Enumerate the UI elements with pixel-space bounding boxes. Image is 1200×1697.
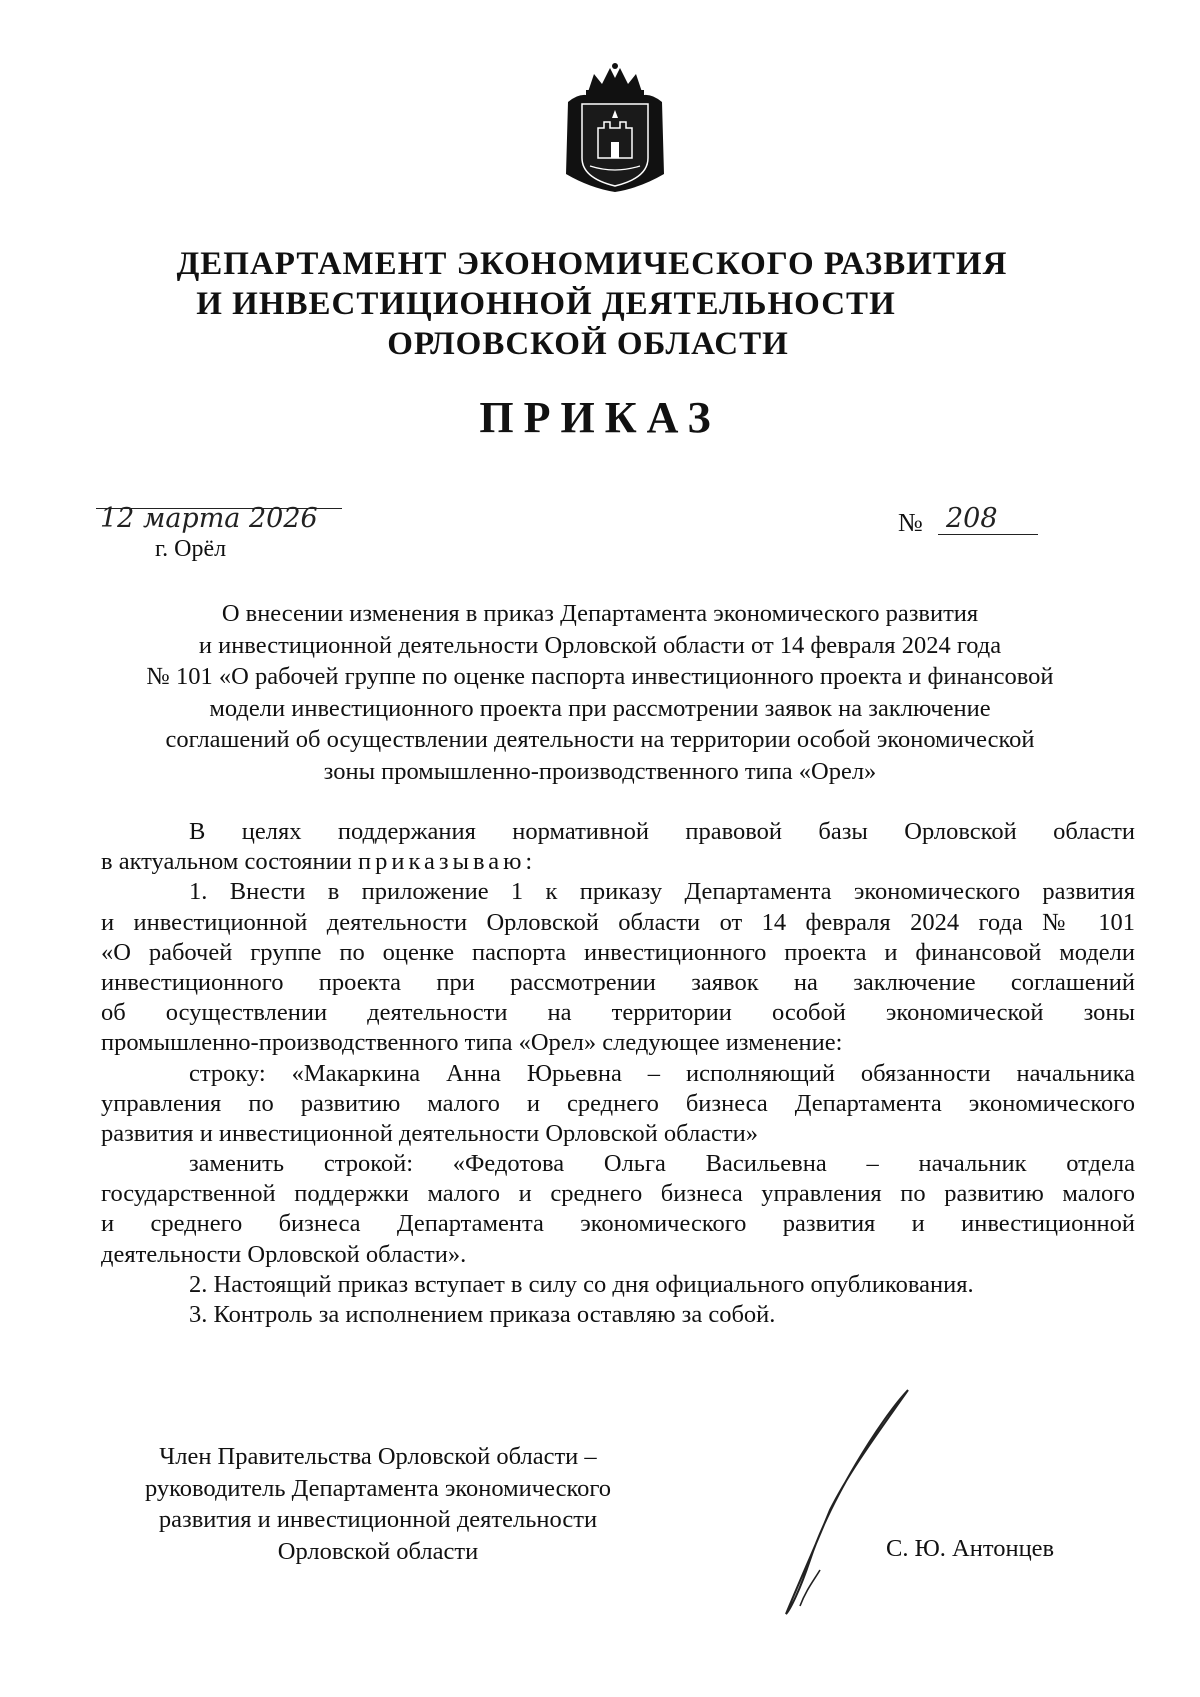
subject-line: О внесении изменения в приказ Департамента экономического развития — [221, 600, 979, 627]
order-keyword: приказываю: — [357, 848, 537, 876]
body-line: инвестиционного проекта при рассмотрении заявок на заключение соглашений — [101, 968, 1135, 996]
body-line: об осуществлении деятельности на территории особой экономической зоны — [101, 999, 1135, 1027]
signer-position-line: руководитель Департамента экономического — [144, 1474, 612, 1502]
body-line: «О рабочей группе по оценке паспорта инвестиционного проекта и финансовой модели — [101, 938, 1135, 966]
subject-line: № 101 «О рабочей группе по оценке паспорта инвестиционного проекта и финансовой — [146, 663, 1054, 690]
city-label: г. Орёл — [155, 536, 227, 562]
handwritten-number: 208 — [946, 503, 998, 534]
body-line: государственной поддержки малого и среднего бизнеса управления по развитию малого — [101, 1180, 1135, 1208]
subject-line: соглашений об осуществлении деятельности на территории особой экономической — [165, 726, 1035, 753]
body-line: 3. Контроль за исполнением приказа оставляю за собой. — [189, 1301, 776, 1328]
body-line — [101, 847, 1135, 877]
subject-line: и инвестиционной деятельности Орловской области от 14 февраля 2024 года — [198, 631, 1002, 659]
coat-of-arms-emblem — [560, 62, 670, 194]
body-text: в актуальном состоянии — [101, 848, 358, 876]
department-line-1: ДЕПАРТАМЕНТ ЭКОНОМИЧЕСКОГО РАЗВИТИЯ — [176, 246, 1008, 282]
department-line-2: И ИНВЕСТИЦИОННОЙ ДЕЯТЕЛЬНОСТИ — [196, 286, 896, 322]
signer-position-line: Орловской области — [277, 1537, 479, 1565]
body-line: и среднего бизнеса Департамента экономического развития и инвестиционной — [101, 1210, 1135, 1238]
body-line: и инвестиционной деятельности Орловской области от 14 февраля 2024 года № 101 — [101, 908, 1135, 936]
number-underline — [938, 534, 1038, 535]
subject-line: зоны промышленно-производственного типа «Орел» — [323, 757, 877, 785]
body-line: заменить строкой: «Федотова Ольга Васильевна – начальник отдела — [189, 1150, 1135, 1178]
signer-name: С. Ю. Антонцев — [886, 1535, 1055, 1562]
body-line: 1. Внести в приложение 1 к приказу Департамента экономического развития — [189, 878, 1135, 906]
order-body — [101, 817, 1135, 1330]
subject-line: модели инвестиционного проекта при рассмотрении заявок на заключение — [209, 694, 991, 722]
body-line: промышленно-производственного типа «Орел» следующее изменение: — [101, 1029, 843, 1057]
handwritten-signature — [730, 1380, 930, 1620]
number-sign: № — [898, 508, 923, 537]
signer-position-line: Член Правительства Орловской области – — [159, 1443, 597, 1470]
document-type-title: ПРИКАЗ — [479, 393, 721, 442]
body-line: строку: «Макаркина Анна Юрьевна – исполняющий обязанности начальника — [189, 1059, 1135, 1087]
order-subject — [100, 598, 1100, 787]
body-line: деятельности Орловской области». — [101, 1240, 467, 1268]
handwritten-date: 12 марта 2026 — [100, 503, 318, 534]
department-title — [0, 244, 1200, 364]
signer-position-line: развития и инвестиционной деятельности — [158, 1506, 598, 1533]
signer-position — [108, 1441, 648, 1567]
department-line-3: ОРЛОВСКОЙ ОБЛАСТИ — [387, 326, 789, 362]
body-line: развития и инвестиционной деятельности Орловской области» — [101, 1119, 759, 1147]
body-line: 2. Настоящий приказ вступает в силу со дня официального опубликования. — [189, 1270, 974, 1298]
body-line: В целях поддержания нормативной правовой базы Орловской области — [189, 818, 1135, 845]
body-line: управления по развитию малого и среднего бизнеса Департамента экономического — [101, 1089, 1135, 1117]
